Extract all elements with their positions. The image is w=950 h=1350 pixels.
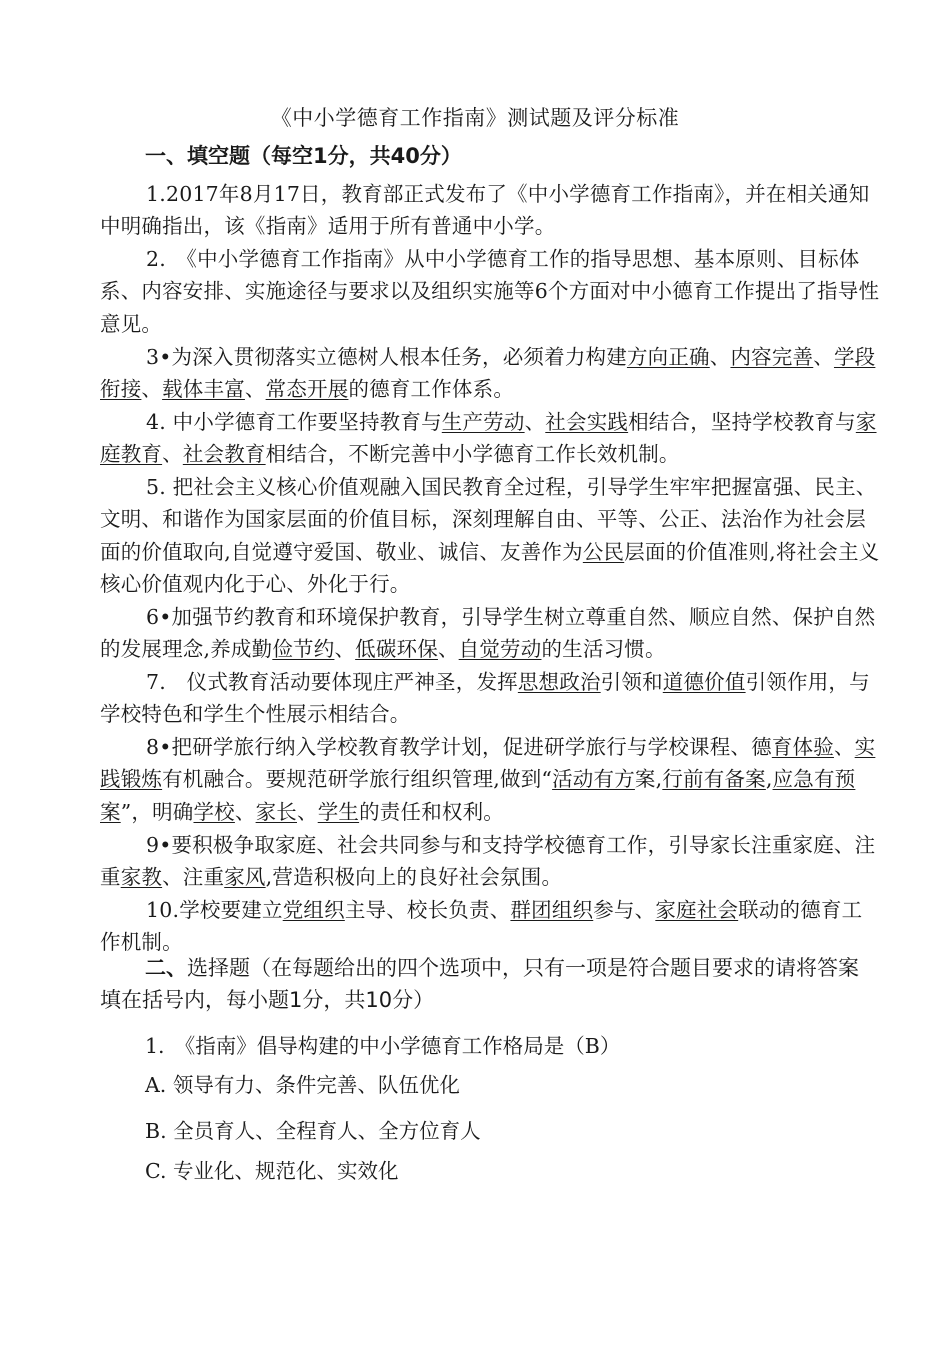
answer-blank: 道德价值 xyxy=(662,669,746,694)
answer-blank: 生产劳动 xyxy=(441,409,525,434)
question-text: 、 xyxy=(833,734,855,759)
question-text: 1.2017年8月17日，教育部正式发布了《中小学德育工作指南》，并在相关通知中明确指出，该《指南》适用于所有普通中小学。 xyxy=(100,181,870,238)
answer-blank: 行前有备案 xyxy=(662,767,766,791)
question-text: 、 xyxy=(162,442,183,466)
question-text: 3•为深入贯彻落实立德树人根本任务，必须着力构建 xyxy=(146,344,627,369)
question-text: 的生活习惯。 xyxy=(541,637,666,661)
answer-blank: 活动有方 xyxy=(552,767,635,791)
answer-blank: 党组织 xyxy=(282,897,345,922)
question-text: 、 xyxy=(334,637,356,661)
question-text: 联动的德育工作机制。 xyxy=(100,897,863,954)
answer-blank: 低碳环保 xyxy=(355,637,438,661)
question-text: 2. 《中小学德育工作指南》从中小学德育工作的指导思想、基本原则、目标体系、内容安排、实施途径与要求以及组织实施等6个方面对中小德育工作提出了指导性意见。 xyxy=(100,246,880,336)
section-number: 二、 xyxy=(145,956,187,980)
question-text: 、 xyxy=(437,637,459,661)
question-text: 案, xyxy=(634,767,663,791)
question-paragraph xyxy=(100,894,880,959)
section-heading-fill-in: 一、填空题（每空1分，共40分） xyxy=(145,144,462,168)
question-paragraph xyxy=(100,471,880,601)
answer-blank: 内容完善 xyxy=(730,344,814,369)
question-text: 、 xyxy=(813,344,834,369)
answer-blank: 公民 xyxy=(582,539,625,564)
answer-blank: 社会教育 xyxy=(182,442,266,466)
choice-question-stem: 1. 《指南》倡导构建的中小学德育工作格局是（B） xyxy=(145,1034,621,1058)
question-text: 、 xyxy=(524,409,546,434)
answer-blank: 载体丰富 xyxy=(162,377,245,401)
answer-blank: 学段衔接 xyxy=(100,344,876,401)
question-paragraph xyxy=(100,341,880,406)
question-paragraph xyxy=(100,406,880,471)
question-text: 引领和 xyxy=(600,669,663,694)
question-text: ”，明确 xyxy=(120,799,194,824)
question-text: 有机融合。要规范研学旅行组织管理,做到“ xyxy=(162,767,553,791)
question-text: 、 xyxy=(709,344,731,369)
question-text: 10.学校要建立 xyxy=(146,897,283,922)
document-title: 《中小学德育工作指南》测试题及评分标准 xyxy=(270,106,680,130)
question-text: 8•把研学旅行纳入学校教育教学计划，促进研学旅行与学校课程、德 xyxy=(146,734,772,759)
question-text: 、 xyxy=(141,377,163,401)
question-text: 相结合，不断完善中小学德育工作长效机制。 xyxy=(265,442,680,466)
question-paragraph xyxy=(100,601,880,666)
question-text: , xyxy=(765,767,773,791)
answer-blank: 群团组织 xyxy=(510,897,594,922)
answer-blank: 家庭教育 xyxy=(100,409,877,466)
answer-blank: 应急有预案 xyxy=(100,767,856,824)
question-text: 相结合，坚持学校教育与 xyxy=(628,409,856,434)
question-text: 的责任和权利。 xyxy=(359,799,505,824)
question-text: ,营造积极向上的良好社会氛围。 xyxy=(265,865,563,889)
answer-blank: 学生 xyxy=(317,799,360,824)
question-text: 参与、 xyxy=(593,897,656,922)
question-paragraph xyxy=(100,178,880,243)
answer-blank: 自觉劳动 xyxy=(458,637,542,661)
question-text: 、 xyxy=(234,799,256,824)
question-text: 9•要积极争取家庭、社会共同参与和支持学校德育工作，引导家长注重家庭、注重 xyxy=(100,832,876,889)
answer-blank: 育体验 xyxy=(771,734,834,759)
question-text: 主导、校长负责、 xyxy=(344,897,511,922)
answer-blank: 社会实践 xyxy=(545,409,629,434)
answer-blank: 思想政治 xyxy=(517,669,601,694)
answer-blank: 家庭社会 xyxy=(655,897,739,922)
section-instructions: 选择题（在每题给出的四个选项中，只有一项是符合题目要求的请将答案填在括号内，每小题1分，共10分） xyxy=(100,956,859,1012)
choice-option-a: A. 领导有力、条件完善、队伍优化 xyxy=(145,1073,460,1097)
choice-option-b: B. 全员育人、全程育人、全方位育人 xyxy=(145,1119,481,1143)
answer-blank: 常态开展 xyxy=(265,377,349,401)
answer-blank: 家风 xyxy=(224,865,266,889)
question-text: 7. 仪式教育活动要体现庄严神圣，发挥 xyxy=(146,669,518,694)
question-text: 4. 中小学德育工作要坚持教育与 xyxy=(146,409,442,434)
question-paragraph xyxy=(100,666,880,731)
choice-option-c: C. 专业化、规范化、实效化 xyxy=(145,1159,399,1183)
question-paragraph xyxy=(100,731,880,829)
question-paragraph xyxy=(100,243,880,341)
question-text: 、 xyxy=(244,377,266,401)
question-text: 、注重 xyxy=(162,865,225,889)
question-text: 层面的价值准则,将社会主义核心价值观内化于心、外化于行。 xyxy=(100,539,880,596)
question-text: 、 xyxy=(297,799,318,824)
answer-blank: 学校 xyxy=(193,799,235,824)
answer-blank: 实践锻炼 xyxy=(100,734,876,791)
answer-blank: 家长 xyxy=(255,799,297,824)
section-heading-multiple-choice xyxy=(100,952,870,1016)
question-paragraph xyxy=(100,829,880,894)
question-text: 的德育工作体系。 xyxy=(348,377,515,401)
answer-blank: 方向正确 xyxy=(626,344,710,369)
question-text: 6•加强节约教育和环境保护教育，引导学生树立尊重自然、顺应自然、保护自然的发展理念,养成勤 xyxy=(100,604,876,661)
answer-blank: 俭节约 xyxy=(272,637,335,661)
answer-blank: 家教 xyxy=(120,865,163,889)
question-text: 5. 把社会主义核心价值观融入国民教育全过程，引导学生牢牢把握富强、民主、文明、和谐作为国家层面的价值目标，深刻理解自由、平等、公正、法治作为社会层面的价值取向,自觉遵守爱国、敬业、诚信、友善作为 xyxy=(100,474,877,564)
question-text: 引领作用，与学校特色和学生个性展示相结合。 xyxy=(100,669,870,726)
